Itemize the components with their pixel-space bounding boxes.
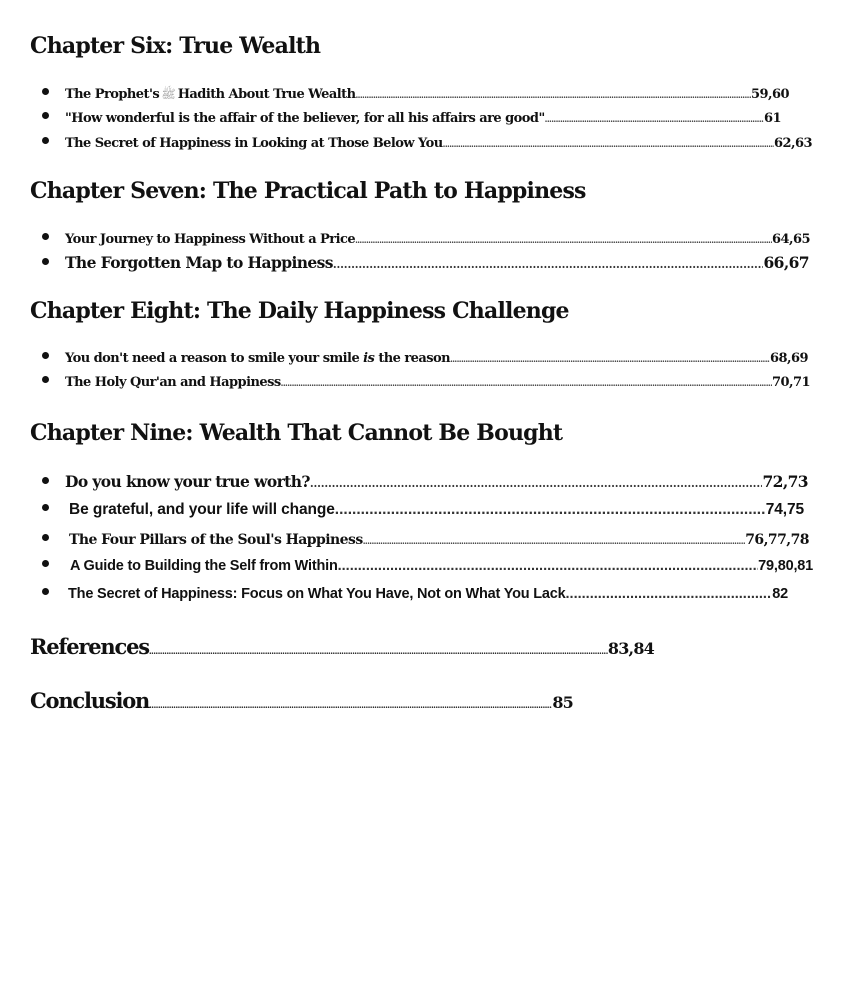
leader-dots	[333, 259, 764, 270]
leader-dots	[310, 478, 763, 489]
toc-entry-prophets-hadith[interactable]	[42, 88, 789, 101]
entry-pages: 62,63	[774, 136, 812, 151]
toc-entry-smile-reason[interactable]	[42, 352, 808, 365]
bullet-icon	[42, 233, 49, 240]
entry-pages: 61	[764, 111, 781, 126]
leader-dots	[355, 236, 772, 244]
leader-dots	[450, 355, 770, 363]
bullet-icon	[42, 534, 49, 541]
honorific-glyph: ﷺ	[161, 87, 176, 101]
chapter-eight-heading: Chapter Eight: The Daily Happiness Challenge	[30, 298, 569, 324]
toc-entry-true-worth[interactable]	[42, 474, 808, 490]
toc-entry-how-wonderful[interactable]	[42, 112, 781, 125]
leader-dots	[566, 587, 773, 602]
entry-pages: 83,84	[607, 639, 654, 658]
bullet-icon	[42, 588, 49, 595]
entry-pages: 85	[552, 693, 573, 712]
entry-pages: 82	[772, 586, 788, 602]
bullet-icon	[42, 477, 49, 484]
entry-title: The Secret of Happiness in Looking at Those Below You	[65, 136, 443, 151]
leader-dots	[443, 140, 774, 148]
entry-pages: 79,80,81	[758, 558, 813, 574]
emphasis-word: is	[363, 351, 375, 366]
leader-dots	[338, 559, 759, 574]
entry-title: Conclusion	[30, 688, 150, 713]
leader-dots	[363, 537, 746, 545]
toc-entry-four-pillars[interactable]	[42, 533, 809, 547]
entry-title: References	[30, 634, 149, 659]
leader-dots	[545, 115, 764, 123]
entry-title: You don't need a reason to smile your smile is the reason	[65, 351, 451, 366]
bullet-icon	[42, 560, 49, 567]
toc-entry-holy-quran[interactable]	[42, 376, 810, 389]
entry-title: "How wonderful is the affair of the believer, for all his affairs are good"	[65, 111, 545, 126]
toc-entry-references[interactable]	[30, 636, 654, 657]
entry-title: The Forgotten Map to Happiness	[65, 253, 333, 272]
entry-title: The Holy Qur'an and Happiness	[65, 375, 281, 390]
entry-pages: 64,65	[772, 232, 810, 247]
leader-dots	[356, 91, 752, 99]
entry-title: Do you know your true worth?	[65, 472, 310, 491]
chapter-six-heading: Chapter Six: True Wealth	[30, 33, 321, 59]
chapter-nine-heading: Chapter Nine: Wealth That Cannot Be Bought	[30, 420, 563, 446]
entry-pages: 76,77,78	[745, 532, 809, 548]
entry-pages: 74,75	[765, 501, 804, 518]
entry-title: A Guide to Building the Self from Within	[70, 558, 338, 574]
chapter-seven-heading: Chapter Seven: The Practical Path to Happiness	[30, 178, 586, 204]
entry-pages: 59,60	[751, 87, 789, 102]
leader-dots	[149, 701, 552, 709]
leader-dots	[335, 502, 766, 518]
entry-title: The Four Pillars of the Soul's Happiness	[69, 532, 363, 548]
leader-dots	[149, 647, 608, 655]
toc-entry-building-self[interactable]	[42, 559, 813, 574]
toc-entry-be-grateful[interactable]	[42, 502, 804, 518]
entry-pages: 72,73	[762, 472, 808, 491]
bullet-icon	[42, 88, 49, 95]
entry-pages: 66,67	[763, 253, 809, 272]
toc-entry-journey-without-price[interactable]	[42, 233, 810, 246]
entry-pages: 68,69	[770, 351, 808, 366]
entry-title: The Prophet's ﷺ Hadith About True Wealth	[65, 87, 356, 102]
toc-entry-focus-on-what-you-have[interactable]	[42, 587, 788, 602]
entry-pages: 70,71	[772, 375, 810, 390]
entry-title: The Secret of Happiness: Focus on What You Have, Not on What You Lack	[68, 586, 566, 602]
bullet-icon	[42, 352, 49, 359]
leader-dots	[281, 379, 772, 387]
entry-title: Be grateful, and your life will change	[69, 501, 335, 518]
bullet-icon	[42, 504, 49, 511]
bullet-icon	[42, 112, 49, 119]
bullet-icon	[42, 376, 49, 383]
bullet-icon	[42, 137, 49, 144]
toc-entry-forgotten-map[interactable]	[42, 255, 809, 271]
toc-entry-secret-looking-below[interactable]	[42, 137, 812, 150]
bullet-icon	[42, 258, 49, 265]
toc-entry-conclusion[interactable]	[30, 690, 573, 711]
entry-title: Your Journey to Happiness Without a Price	[65, 232, 356, 247]
